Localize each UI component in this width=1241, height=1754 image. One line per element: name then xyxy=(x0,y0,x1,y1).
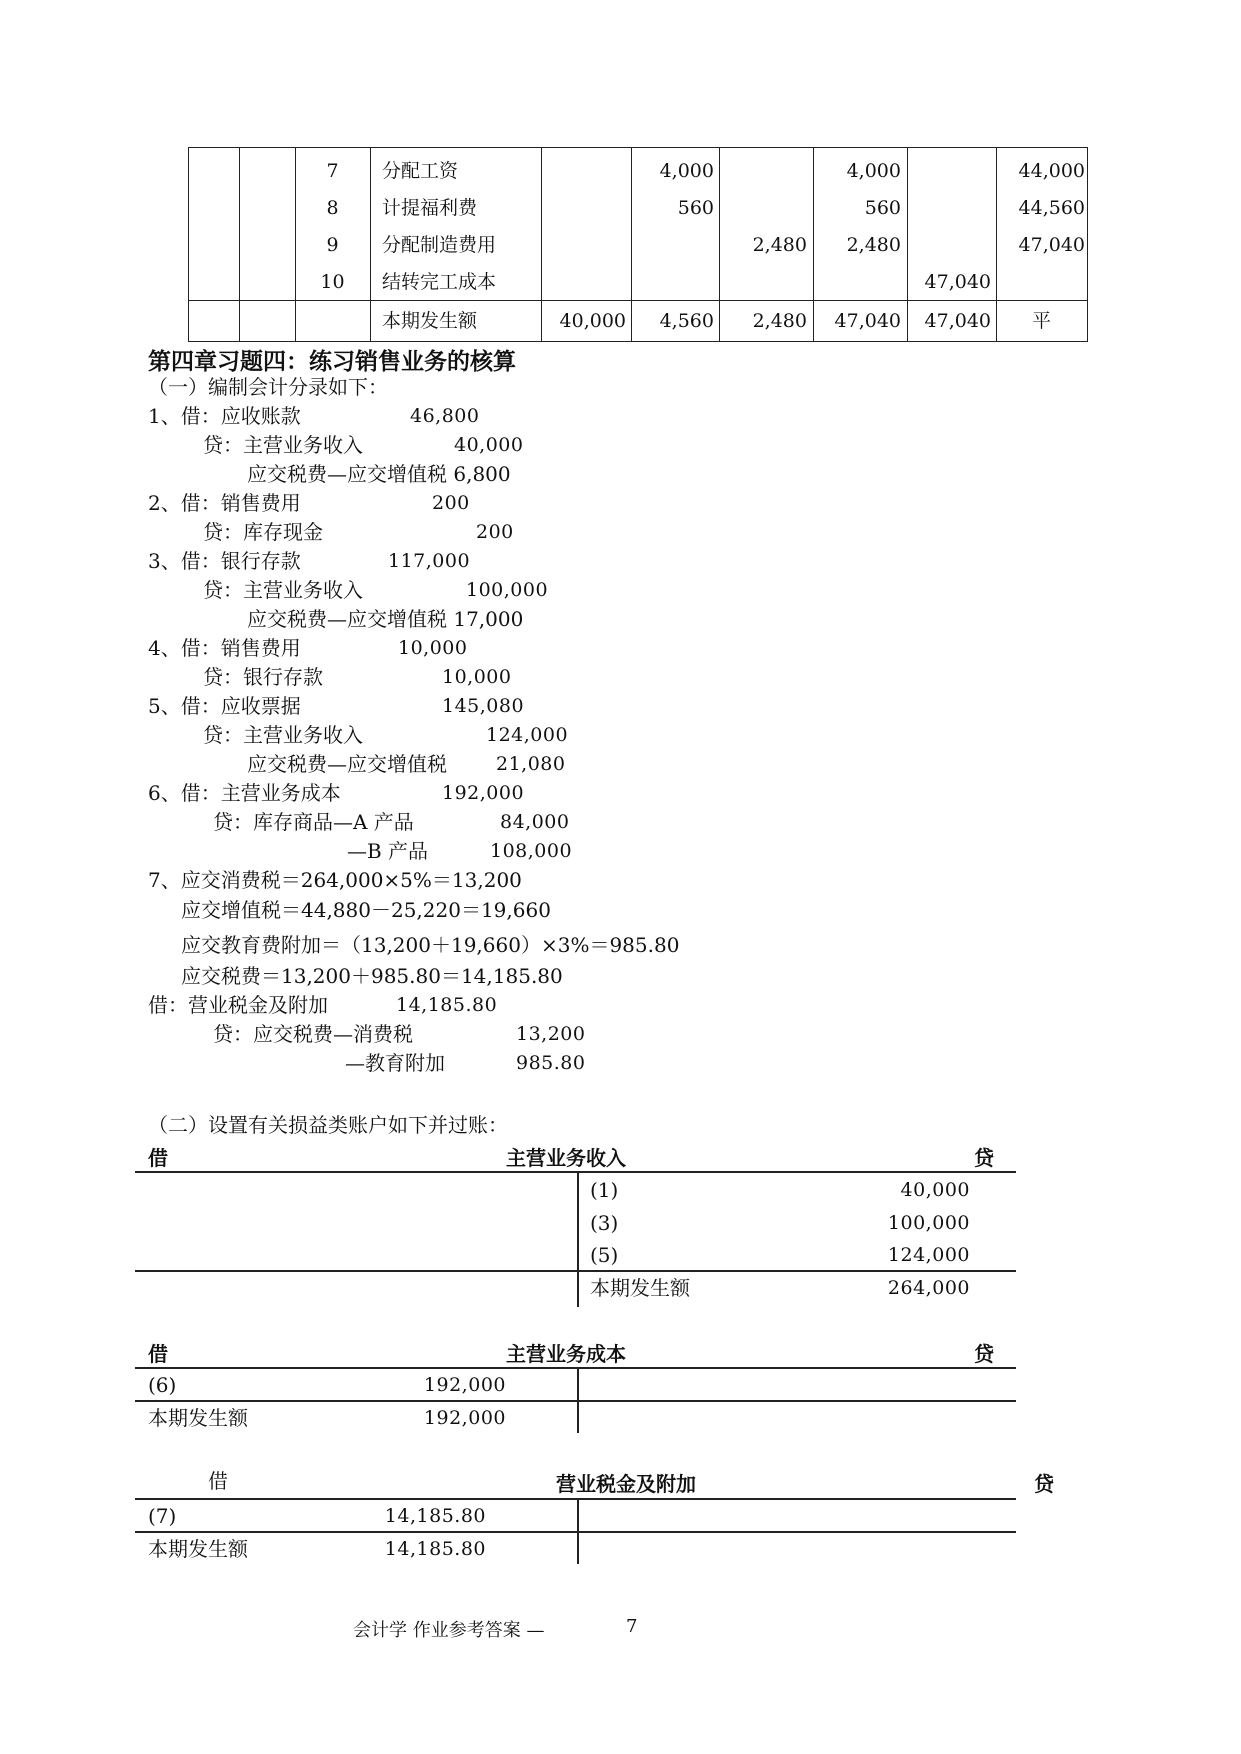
entry-line: —B 产品 xyxy=(347,839,429,863)
debit-label: 借 xyxy=(148,1146,168,1170)
entry-line: 贷：应交税费—消费税 xyxy=(213,1022,413,1046)
entry-amount: 192,000 xyxy=(442,782,525,804)
entry-line: 应交增值税＝44,880－25,220＝19,660 xyxy=(181,898,551,922)
entry-line: 应交税费—应交增值税 xyxy=(247,752,447,776)
row-no: 7 xyxy=(326,160,339,182)
row-no: 9 xyxy=(326,234,339,256)
row-amount: 560 xyxy=(864,197,901,219)
credit-label: 贷 xyxy=(974,1342,994,1366)
entry-amount: 145,080 xyxy=(442,695,525,717)
entry-line: 贷：库存现金 xyxy=(203,520,323,544)
entry-amount: 40,000 xyxy=(454,434,524,456)
entry-amount: 100,000 xyxy=(466,579,549,601)
entry-line: 贷：银行存款 xyxy=(203,665,323,689)
row-no: 10 xyxy=(320,271,345,293)
entry-amount: 10,000 xyxy=(398,637,468,659)
part1-title: （一）编制会计分录如下： xyxy=(148,375,388,399)
entry-line: 5、借：应收票据 xyxy=(148,694,301,718)
entry-line: 2、借：销售费用 xyxy=(148,491,301,515)
entry-line: 6、借：主营业务成本 xyxy=(148,781,341,805)
account-title: 主营业务收入 xyxy=(506,1146,626,1170)
entry-amount: 21,080 xyxy=(496,753,566,775)
entry-amount: 117,000 xyxy=(388,550,471,572)
total-amount: 47,040 xyxy=(834,310,901,332)
entry-line: 7、应交消费税＝264,000×5%＝13,200 xyxy=(148,868,522,892)
entry-line: 贷：主营业务收入 xyxy=(203,578,363,602)
debit-ref: (6) xyxy=(148,1373,177,1397)
total-balance: 平 xyxy=(1031,310,1051,332)
entry-amount: 124,000 xyxy=(486,724,569,746)
debit-ref: (7) xyxy=(148,1504,177,1528)
ledger-table xyxy=(188,147,1088,342)
credit-amount: 100,000 xyxy=(887,1212,970,1234)
debit-amount: 192,000 xyxy=(423,1374,506,1396)
row-desc: 分配制造费用 xyxy=(382,234,497,256)
debit-amount: 14,185.80 xyxy=(384,1505,486,1527)
total-label: 本期发生额 xyxy=(590,1276,690,1300)
row-balance: 44,560 xyxy=(1018,197,1085,219)
row-amount: 560 xyxy=(677,197,714,219)
total-label: 本期发生额 xyxy=(148,1406,248,1430)
part2-title: （二）设置有关损益类账户如下并过账： xyxy=(148,1113,508,1137)
row-amount: 4,000 xyxy=(659,160,714,182)
total-amount: 14,185.80 xyxy=(384,1538,486,1560)
entry-amount: 13,200 xyxy=(516,1023,586,1045)
row-balance: 47,040 xyxy=(1018,234,1085,256)
credit-ref: (5) xyxy=(590,1243,619,1267)
entry-amount: 14,185.80 xyxy=(396,994,498,1016)
entry-line: 1、借：应收账款 xyxy=(148,404,301,428)
entry-line: 应交税费—应交增值税 6,800 xyxy=(247,462,511,486)
total-amount: 40,000 xyxy=(559,310,626,332)
debit-label: 借 xyxy=(148,1342,168,1366)
entry-amount: 46,800 xyxy=(410,405,480,427)
entry-line: 3、借：银行存款 xyxy=(148,549,301,573)
entry-amount: 108,000 xyxy=(490,840,573,862)
debit-label: 借 xyxy=(208,1469,228,1493)
entry-amount: 200 xyxy=(476,521,514,543)
entry-line: 贷：库存商品—A 产品 xyxy=(213,810,414,834)
credit-amount: 40,000 xyxy=(900,1179,970,1201)
entry-line: 贷：主营业务收入 xyxy=(203,723,363,747)
credit-label: 贷 xyxy=(1034,1472,1054,1496)
entry-line: 借：营业税金及附加 xyxy=(148,993,328,1017)
section-heading: 第四章习题四：练习销售业务的核算 xyxy=(148,349,516,375)
entry-amount: 985.80 xyxy=(516,1052,586,1074)
page-number: 7 xyxy=(626,1616,638,1637)
credit-label: 贷 xyxy=(974,1146,994,1170)
row-desc: 分配工资 xyxy=(382,160,459,182)
entry-amount: 10,000 xyxy=(442,666,512,688)
entry-line: —教育附加 xyxy=(345,1051,445,1075)
account-title: 营业税金及附加 xyxy=(556,1472,696,1496)
row-desc: 计提福利费 xyxy=(382,197,478,219)
entry-line: 应交税费＝13,200＋985.80＝14,185.80 xyxy=(181,964,563,988)
row-balance: 44,000 xyxy=(1018,160,1085,182)
entry-line: 应交教育费附加＝（13,200＋19,660）×3%＝985.80 xyxy=(181,933,680,957)
entry-amount: 200 xyxy=(432,492,470,514)
total-amount: 264,000 xyxy=(887,1277,970,1299)
entry-line: 贷：主营业务收入 xyxy=(203,433,363,457)
row-amount: 2,480 xyxy=(752,234,807,256)
row-amount: 47,040 xyxy=(924,271,991,293)
row-amount: 4,000 xyxy=(846,160,901,182)
row-desc: 结转完工成本 xyxy=(382,271,497,293)
total-label: 本期发生额 xyxy=(382,310,478,332)
entry-line: 4、借：销售费用 xyxy=(148,636,301,660)
entry-amount: 84,000 xyxy=(500,811,570,833)
footer-text: 会计学 作业参考答案 — xyxy=(353,1620,545,1641)
total-amount: 192,000 xyxy=(423,1407,506,1429)
total-amount: 47,040 xyxy=(924,310,991,332)
total-amount: 4,560 xyxy=(659,310,714,332)
credit-ref: (1) xyxy=(590,1178,619,1202)
row-no: 8 xyxy=(326,197,339,219)
total-label: 本期发生额 xyxy=(148,1537,248,1561)
credit-ref: (3) xyxy=(590,1211,619,1235)
credit-amount: 124,000 xyxy=(887,1244,970,1266)
total-amount: 2,480 xyxy=(752,310,807,332)
entry-line: 应交税费—应交增值税 17,000 xyxy=(247,607,524,631)
row-amount: 2,480 xyxy=(846,234,901,256)
account-title: 主营业务成本 xyxy=(506,1342,626,1366)
